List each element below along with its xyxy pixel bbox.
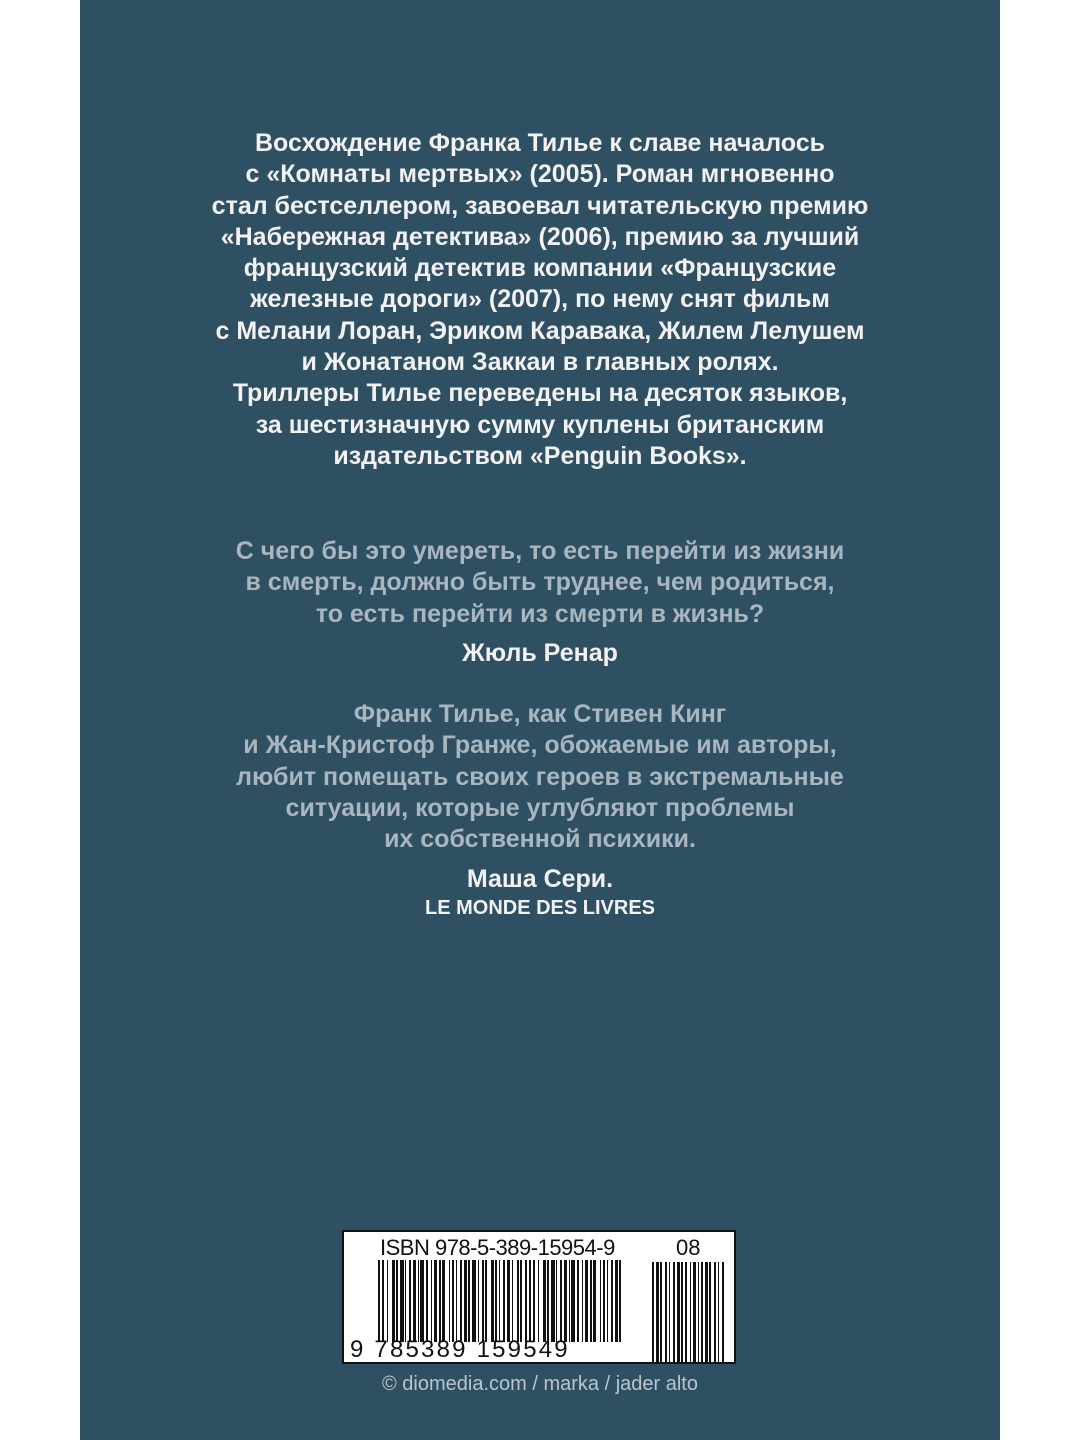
isbn-label: ISBN 978-5-389-15954-9: [380, 1235, 615, 1260]
barcode-bar: [382, 1260, 384, 1342]
barcode-bar: [543, 1260, 546, 1342]
barcode-bar: [525, 1260, 527, 1342]
barcode-bar: [392, 1260, 395, 1342]
quote-line: С чего бы это умереть, то есть перейти из жизни: [235, 537, 845, 565]
barcode-bar: [485, 1260, 487, 1342]
barcode-bar: [396, 1260, 398, 1342]
barcode-bar: [418, 1260, 419, 1342]
barcode-bar: [468, 1260, 470, 1342]
barcode-bar: [520, 1260, 522, 1342]
barcode-bar: [460, 1260, 462, 1342]
bio-line: Восхождение Франка Тилье к славе началось: [255, 129, 825, 157]
barcode-addon-bars: [652, 1262, 726, 1362]
barcode-bar: [714, 1262, 716, 1362]
barcode-bar: [464, 1260, 467, 1342]
isbn-barcode: [342, 1230, 736, 1364]
barcode-bar: [405, 1260, 406, 1342]
barcode-bar: [564, 1260, 567, 1342]
barcode-bar: [387, 1260, 388, 1342]
barcode-bar: [701, 1262, 703, 1362]
quote-line: в смерть, должно быть труднее, чем родиться,: [245, 568, 835, 597]
barcode-bar: [656, 1262, 659, 1362]
barcode-bar: [669, 1262, 670, 1362]
barcode-bar: [615, 1260, 618, 1342]
barcode-bar: [705, 1262, 708, 1362]
bio-line: с Мелани Лоран, Эриком Каравака, Жилем Лелушем: [215, 316, 865, 345]
barcode-bar: [533, 1260, 535, 1342]
barcode-bar: [491, 1260, 494, 1342]
review-author: Маша Сери.: [466, 865, 614, 893]
barcode-bar: [560, 1260, 562, 1342]
barcode-bar: [420, 1260, 424, 1342]
barcode-bar: [600, 1260, 601, 1342]
barcode-bar: [681, 1262, 683, 1362]
author-bio: [80, 128, 1000, 472]
barcode-bar: [456, 1260, 457, 1342]
quote-line: их собственной психики.: [384, 825, 696, 854]
barcode-bar: [660, 1262, 662, 1362]
quote-line: Франк Тилье, как Стивен Кинг: [353, 700, 727, 728]
barcode-bar: [607, 1260, 608, 1342]
barcode-bar: [400, 1260, 404, 1342]
bio-line: железные дороги» (2007), по нему снят фильм: [250, 285, 830, 314]
bio-line: «Набережная детектива» (2006), премию за лучший: [220, 222, 860, 251]
quote-line: то есть перейти из смерти в жизнь?: [315, 599, 765, 628]
quote-line: любит помещать своих героев в экстремальные: [236, 762, 844, 791]
bio-line: Триллеры Тилье переведены на десяток языков,: [232, 379, 848, 408]
barcode-bar: [431, 1260, 432, 1342]
book-back-cover: [80, 0, 1000, 1440]
quote-line: ситуации, которые углубляют проблемы: [285, 793, 795, 822]
barcode-bar: [698, 1262, 699, 1362]
bio-line: за шестизначную сумму куплены британским: [255, 410, 825, 439]
review-quote: [80, 699, 1000, 855]
barcode-bar: [577, 1260, 579, 1342]
barcode-bar: [499, 1260, 500, 1342]
review-source: LE MONDE DES LIVRES: [424, 897, 656, 919]
barcode-bar: [677, 1262, 680, 1362]
barcode-bar: [652, 1262, 654, 1362]
barcode-bar: [709, 1262, 711, 1362]
bio-line: французский детектив компании «Французские: [243, 254, 837, 283]
barcode-bar: [512, 1260, 513, 1342]
barcode-bar: [547, 1260, 549, 1342]
barcode-bar: [685, 1262, 687, 1362]
barcode-bar: [426, 1260, 428, 1342]
bio-line: издательством «Penguin Books».: [333, 441, 747, 470]
epigraph-author: Жюль Ренар: [462, 639, 618, 667]
barcode-bar: [503, 1260, 505, 1342]
barcode-bar: [482, 1260, 484, 1342]
bio-line: и Жонатаном Заккаи в главных ролях.: [301, 348, 779, 377]
barcode-bar: [478, 1260, 479, 1342]
barcode-bar: [582, 1260, 583, 1342]
barcode-bar: [507, 1260, 510, 1342]
barcode-bar: [556, 1260, 557, 1342]
barcode-bar: [585, 1260, 588, 1342]
barcode-bar: [590, 1260, 592, 1342]
barcode-bar: [439, 1260, 441, 1342]
barcode-bar: [593, 1260, 596, 1342]
barcode-bar: [603, 1260, 605, 1342]
barcode-bar: [409, 1260, 411, 1342]
barcode-bar: [472, 1260, 476, 1342]
barcode-bar: [442, 1260, 445, 1342]
barcode-bar: [673, 1262, 675, 1362]
barcode-bar: [434, 1260, 437, 1342]
barcode-bar: [538, 1260, 539, 1342]
photo-credit: © diomedia.com / marka / jader alto: [382, 1373, 698, 1395]
barcode-bar: [619, 1260, 621, 1342]
barcode-bar: [413, 1260, 416, 1342]
barcode-bar: [718, 1262, 719, 1362]
barcode-bar: [551, 1260, 555, 1342]
barcode-digits: 9 785389 159549: [350, 1336, 570, 1363]
bio-line: стал бестселлером, завоевал читательскую премию: [211, 191, 869, 220]
barcode-bar: [452, 1260, 454, 1342]
barcode-bar: [378, 1260, 380, 1342]
barcode-bar: [571, 1260, 575, 1342]
barcode-bar: [529, 1260, 531, 1342]
barcode-bar: [722, 1262, 724, 1362]
barcode-bars: [378, 1260, 622, 1342]
barcode-bar: [665, 1262, 667, 1362]
bio-line: с «Комнаты мертвых» (2005). Роман мгновенно: [245, 160, 835, 189]
barcode-bar: [611, 1260, 613, 1342]
epigraph-quote: [80, 536, 1000, 630]
quote-line: и Жан-Кристоф Гранже, обожаемые им авторы,: [243, 731, 837, 760]
barcode-bar: [495, 1260, 497, 1342]
barcode-bar: [569, 1260, 570, 1342]
barcode-addon-number: 08: [676, 1235, 701, 1260]
barcode-bar: [517, 1260, 519, 1342]
barcode-bar: [690, 1262, 691, 1362]
barcode-bar: [449, 1260, 450, 1342]
barcode-bar: [693, 1262, 696, 1362]
